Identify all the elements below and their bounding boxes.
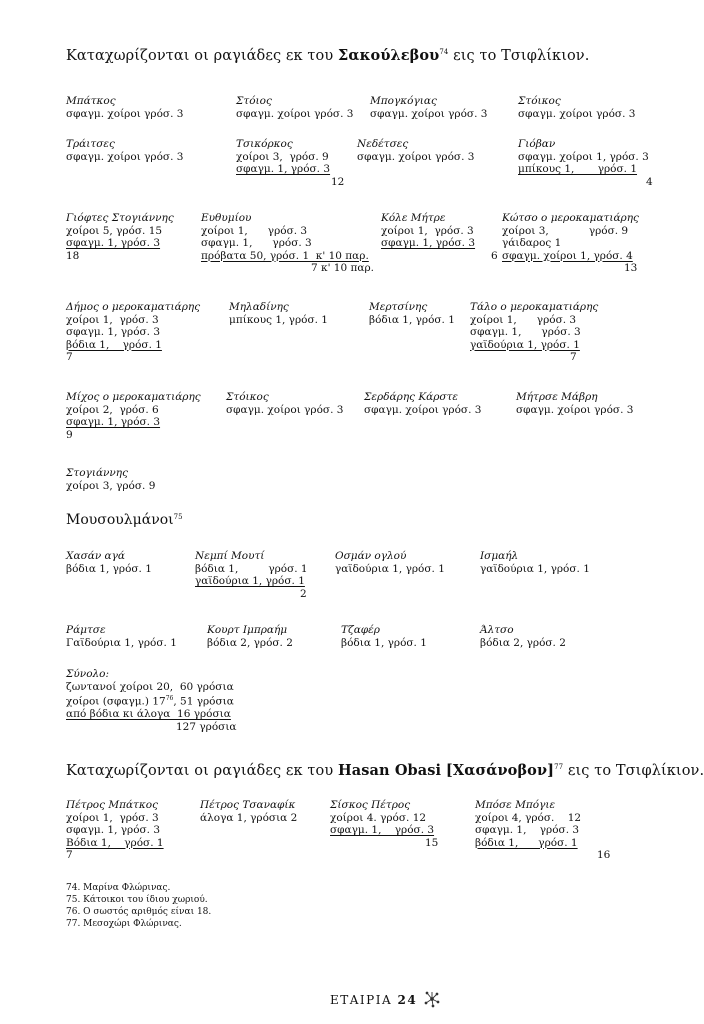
entry-name: Τράιτσες [66, 138, 115, 150]
entry-total: 2 [300, 587, 307, 600]
entry-line: σφαγμ. χοίροι 1, γρόσ. 4 [502, 249, 633, 262]
entry-line: χοίροι 1, γρόσ. 3 [381, 224, 474, 237]
summary-total: 127 γρόσια [176, 720, 237, 733]
entry-name: Πέτρος Τσαναφίκ [200, 799, 296, 811]
entry-name: Νεδέτσες [357, 138, 409, 150]
entry-line: χοίροι 1, γρόσ. 3 [201, 224, 308, 237]
entry-name: Σερδάρης Κάρστε [364, 391, 459, 403]
entry-line: σφαγμ. 1, γρόσ. 3 [236, 163, 331, 175]
entry-name: Μηλαδίνης [229, 301, 289, 313]
entry-line: σφαγμ. χοίροι γρόσ. 3 [66, 107, 184, 120]
summary-block [66, 668, 237, 733]
entry [66, 624, 177, 649]
entry-line: χοίροι 1, γρόσ. 3 [66, 811, 159, 824]
entry-line: βόδια 1, γρόσ. 1 [195, 562, 308, 575]
entry-name: Ράμτσε [66, 624, 106, 636]
entry-total: 7 κ' 10 παρ. [311, 262, 375, 274]
entry-name: Τζαφέρ [341, 624, 380, 636]
entry-total: 13 [624, 262, 638, 274]
entry-line: Γαϊδούρια 1, γρόσ. 1 [66, 636, 177, 649]
entry [66, 301, 200, 364]
summary-title: Σύνολο: [66, 668, 110, 680]
entry [195, 550, 308, 600]
summary-line: χοίροι (σφαγμ.) $17^{76}$, 51 γρόσια [66, 695, 234, 708]
entry-name: Τάλο ο μεροκαματιάρης [470, 301, 599, 313]
entry-total: 7 [66, 849, 73, 861]
entry-line: χοίροι 4. γρόσ. 12 [330, 811, 427, 824]
entry-line: βόδια 1, γρόσ. 1 [475, 836, 578, 849]
entry-line: βόδια 2, γρόσ. 2 [480, 636, 566, 649]
entry-line: σφαγμ. χοίροι γρόσ. 3 [357, 150, 475, 163]
entry-name: Στογιάννης [66, 467, 128, 479]
page-footer [330, 990, 441, 1008]
entry-name: Χασάν αγά [66, 550, 126, 562]
entry-name: Γιόβαν [518, 138, 556, 150]
entry-name: Κόλε Μήτρε [381, 212, 446, 224]
entry-line: σφαγμ. 1, γρόσ. 3 [66, 824, 161, 836]
entry-line: γαϊδούρια 1, γρόσ. 1 [335, 562, 445, 575]
entry-line: χοίροι 3, γρόσ. 9 [66, 479, 156, 492]
entry-line: σφαγμ. χοίροι γρόσ. 3 [226, 403, 344, 416]
footnote: 77. Μεσοχώρι Φλώρινας. [66, 919, 182, 929]
entry-name: Μήτρσε Μάβρη [516, 391, 598, 403]
entry-total: 9 [66, 428, 73, 441]
entry-total: 6 [491, 249, 498, 262]
entry-name: Οσμάν ογλού [335, 550, 407, 562]
footer-label: ΕΤΑΙΡΙΑ [330, 993, 393, 1007]
entry-name: Μερτσίνης [369, 301, 428, 313]
entry-line: μπίκους 1, γρόσ. 1 [518, 163, 638, 175]
entry-line: βόδια 1, γρόσ. 1 [66, 562, 152, 575]
entry-line: βόδια 1, γρόσ. 1 [369, 313, 455, 326]
entry-line: σφαγμ. 1, γρόσ. 3 [330, 824, 435, 836]
entry [236, 95, 353, 120]
footnote: 75. Κάτοικοι του ίδιου χωριού. [66, 895, 208, 905]
entry-total: 12 [331, 175, 345, 188]
entry [236, 138, 344, 188]
entry-line: σφαγμ. 1, γρόσ. 3 [201, 237, 312, 249]
entry-line: σφαγμ. χοίροι γρόσ. 3 [236, 107, 354, 120]
entry [369, 301, 455, 326]
section-heading-muslims: Μουσουλμάνοι$^{75}$ [66, 512, 183, 528]
entry-line: γαϊδούρια 1, γρόσ. 1 [480, 562, 590, 575]
entry-name: Κώτσο ο μεροκαματιάρης [502, 212, 639, 224]
entry [66, 799, 164, 862]
entry [518, 138, 653, 188]
entry [66, 467, 155, 492]
entry [330, 799, 438, 849]
entry [516, 391, 633, 416]
entry-line: γαϊδούρια 1, γρόσ. 1 [470, 338, 580, 351]
entry-name: Δήμος ο μεροκαματιάρης [66, 301, 201, 313]
entry-line: γαϊδούρια 1, γρόσ. 1 [195, 575, 305, 587]
section-heading-sakoulevo: Καταχωρίζονται οι ραγιάδες εκ του Σακούλεβου$^{74}$ εις το Τσιφλίκιον. [66, 47, 590, 64]
entry-total: 18 [66, 249, 80, 262]
entry-line: γάιδαρος 1 [502, 237, 562, 249]
entry-line: πρόβατα 50, γρόσ. 1 κ' 10 παρ. [201, 249, 369, 262]
entry-name: Νεμπί Μουτί [195, 550, 265, 562]
entry-line: σφαγμ. 1, γρόσ. 3 [66, 237, 161, 249]
entry [470, 301, 598, 364]
entry-name: Ισμαήλ [480, 550, 519, 562]
footnotes [66, 882, 211, 930]
entry-line: σφαγμ. χοίροι γρόσ. 3 [370, 107, 488, 120]
entry-name: Μπογκόγιας [370, 95, 437, 107]
entry-total: 7 [66, 351, 73, 363]
entry-name: Άλτσο [480, 624, 514, 636]
entry-name: Στόικος [518, 95, 561, 107]
entry [66, 138, 183, 163]
entry-name: Τσικόρκος [236, 138, 293, 150]
entry-name: Μπάτκος [66, 95, 116, 107]
entry-line: σφαγμ. χοίροι γρόσ. 3 [364, 403, 482, 416]
entry-total: 15 [425, 836, 439, 849]
entry-line: χοίροι 2, γρόσ. 6 [66, 403, 159, 416]
entry-name: Πέτρος Μπάτκος [66, 799, 158, 811]
entry [381, 212, 498, 262]
entry-name: Γιόφτες Στογιάννης [66, 212, 174, 224]
section-heading-hasan-obasi: Καταχωρίζονται οι ραγιάδες εκ του Hasan Obasi $[X\alpha\sigma ά\nu o\beta o\nu]^{77}$ εις το Τσιφλίκιον. [66, 762, 704, 779]
entry-name: Στόικος [226, 391, 269, 403]
entry-line: σφαγμ. χοίροι γρόσ. 3 [516, 403, 634, 416]
entry-line: βόδια 1, γρόσ. 1 [341, 636, 427, 649]
entry-name: Κουρτ Ιμπραήμ [207, 624, 288, 636]
entry-line: σφαγμ. 1, γρόσ. 3 [66, 416, 161, 428]
entry-line: σφαγμ. 1, γρόσ. 3 [66, 326, 161, 338]
entry-line: χοίροι 3, γρόσ. 9 [236, 150, 329, 163]
entry-total: 7 [570, 351, 577, 363]
summary-line: από βόδια κι άλογα 16 γρόσια [66, 708, 231, 720]
entry [502, 212, 639, 275]
entry-line: σφαγμ. 1, γρόσ. 3 [381, 237, 476, 249]
entry-name: Μπόσε Μπόγιε [475, 799, 556, 811]
entry-line: χοίροι 1, γρόσ. 3 [66, 313, 159, 326]
entry-line: σφαγμ. χοίροι 1, γρόσ. 3 [518, 150, 649, 163]
entry [480, 624, 566, 649]
page-number: 24 [397, 993, 418, 1007]
entry-line: άλογα 1, γρόσια 2 [200, 811, 298, 824]
entry [207, 624, 293, 649]
entry-line: σφαγμ. 1, γρόσ. 3 [470, 326, 581, 338]
entry [357, 138, 474, 163]
entry-line: χοίροι 5, γρόσ. 15 [66, 224, 163, 237]
entry [364, 391, 481, 416]
entry [480, 550, 590, 575]
entry [200, 799, 297, 824]
entry [201, 212, 374, 275]
flower-ornament-icon [423, 990, 441, 1008]
entry [370, 95, 487, 120]
entry [475, 799, 610, 862]
entry-line: μπίκους 1, γρόσ. 1 [229, 313, 328, 326]
entry-total: 16 [597, 849, 611, 861]
entry [226, 391, 343, 416]
entry [66, 550, 152, 575]
footnote: 74. Μαρίνα Φλώρινας. [66, 883, 171, 893]
entry [66, 95, 183, 120]
entry [66, 212, 174, 262]
entry-name: Μίχος ο μεροκαματιάρης [66, 391, 201, 403]
entry-line: σφαγμ. 1, γρόσ. 3 [475, 824, 580, 836]
entry-name: Στόιος [236, 95, 272, 107]
entry [335, 550, 445, 575]
entry-line: Βόδια 1, γρόσ. 1 [66, 836, 164, 849]
entry-name: Ευθυμίου [201, 212, 252, 224]
entry-line: χοίροι 1, γρόσ. 3 [470, 313, 577, 326]
entry-line: σφαγμ. χοίροι γρόσ. 3 [518, 107, 636, 120]
footnote: 76. Ο σωστός αριθμός είναι 18. [66, 907, 212, 917]
entry-line: σφαγμ. χοίροι γρόσ. 3 [66, 150, 184, 163]
entry-line: βόδια 2, γρόσ. 2 [207, 636, 293, 649]
entry-total: 4 [646, 175, 653, 188]
entry [518, 95, 635, 120]
entry-line: βόδια 1, γρόσ. 1 [66, 338, 162, 351]
entry-line: χοίροι 4, γρόσ. 12 [475, 811, 582, 824]
entry [341, 624, 427, 649]
summary-line: ζωντανοί χοίροι 20, 60 γρόσια [66, 680, 234, 693]
entry-line: χοίροι 3, γρόσ. 9 [502, 224, 629, 237]
entry [66, 391, 201, 441]
entry [229, 301, 328, 326]
entry-name: Σίσκος Πέτρος [330, 799, 411, 811]
